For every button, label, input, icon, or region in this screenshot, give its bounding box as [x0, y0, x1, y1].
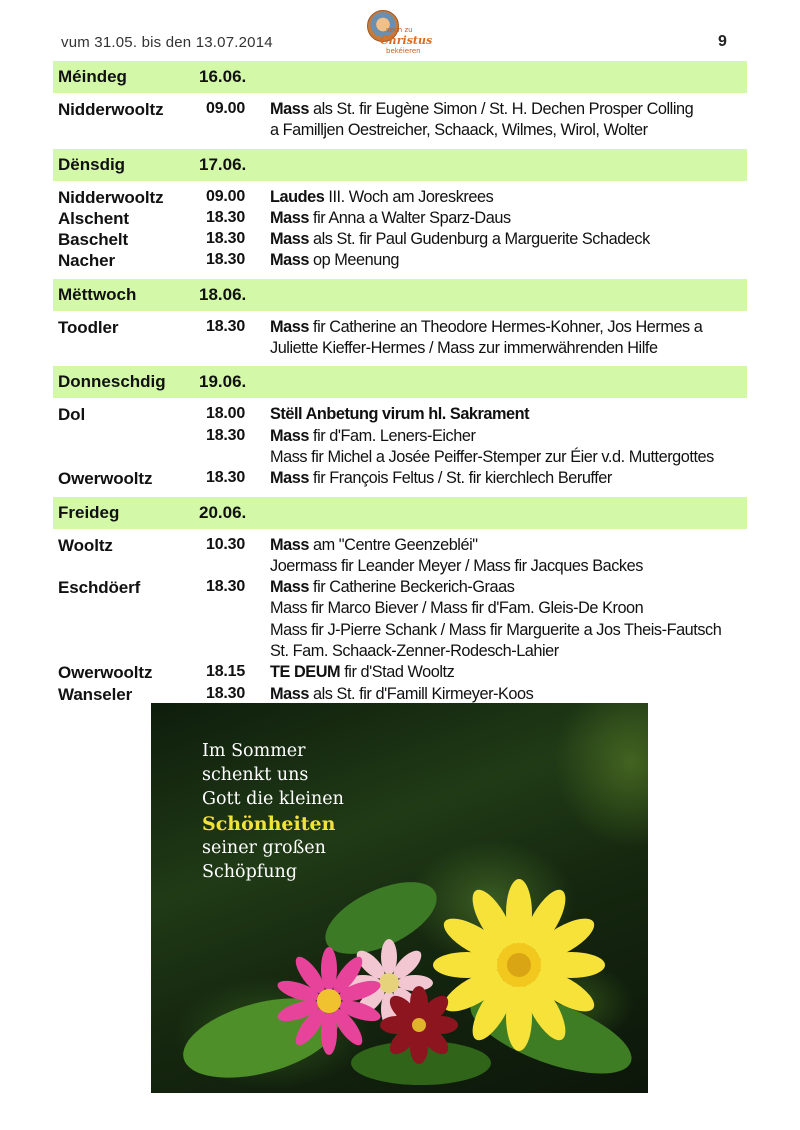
entry-time: 18.30: [206, 230, 246, 248]
entry-description: [270, 557, 643, 576]
entry-place: Wooltz: [58, 535, 113, 555]
schedule-entry: [53, 536, 747, 557]
entry-intention: fir d'Fam. Leners-Eicher: [308, 426, 476, 445]
schedule-entry: [53, 557, 747, 578]
entry-intention: Joermass fir Leander Meyer / Mass fir Jacques Backes: [270, 556, 643, 575]
schedule-entry: [53, 339, 747, 360]
entry-description: [270, 209, 511, 228]
schedule-entry: [53, 448, 747, 469]
poster-line: Schöpfung: [202, 862, 298, 883]
entry-time: 18.30: [206, 578, 246, 596]
entry-time: 18.30: [206, 426, 246, 444]
schedule-entry: [53, 621, 747, 642]
entry-place: Owerwooltz: [58, 663, 153, 683]
mass-schedule: [53, 61, 747, 712]
day-entries: [53, 96, 747, 149]
entry-time: 18.30: [206, 208, 246, 226]
entry-intention: St. Fam. Schaack-Zenner-Rodesch-Lahier: [270, 642, 559, 661]
entry-time: 18.30: [206, 469, 246, 487]
day-date: 17.06.: [199, 154, 247, 174]
schedule-entry: [53, 318, 747, 339]
poster-highlight-word: Schönheiten: [202, 812, 336, 835]
day-header: [53, 279, 747, 311]
entry-service-type: Laudes: [270, 187, 325, 206]
schedule-entry: [53, 100, 747, 121]
entry-intention: op Meenung: [308, 251, 400, 270]
entry-place: Nidderwooltz: [58, 100, 164, 119]
header-date-range: vum 31.05. bis den 13.07.2014: [61, 34, 273, 51]
schedule-entry: [53, 642, 747, 663]
entry-intention: fir d'Stad Wooltz: [340, 663, 455, 682]
day-name: Dënsdig: [58, 154, 126, 174]
entry-place: Nacher: [58, 251, 116, 271]
entry-place: Dol: [58, 405, 86, 425]
entry-description: [270, 100, 693, 119]
entry-description: [270, 318, 702, 337]
entry-description: [270, 578, 514, 597]
entry-service-type: Mass: [270, 230, 309, 249]
schedule-entry: [53, 209, 747, 230]
red-flower-icon: [380, 986, 458, 1064]
logo-text-line2: Christus: [380, 34, 433, 47]
entry-description: [270, 339, 658, 358]
entry-place: Eschdöerf: [58, 578, 141, 598]
entry-description: [270, 427, 475, 446]
day-date: 19.06.: [199, 372, 247, 392]
entry-intention: fir Catherine an Theodore Hermes-Kohner, Jos Hermes a: [308, 317, 703, 336]
schedule-entry: [53, 578, 747, 599]
day-header: [53, 497, 747, 529]
schedule-entry: [53, 469, 747, 490]
day-entries: [53, 314, 747, 367]
entry-intention: Juliette Kieffer-Hermes / Mass zur immerwährenden Hilfe: [270, 339, 658, 358]
schedule-entry: [53, 405, 747, 426]
schedule-entry: [53, 230, 747, 251]
logo-text-line1: sech zu: [386, 26, 413, 34]
entry-place: Wanseler: [58, 684, 133, 704]
day-header: [53, 61, 747, 93]
day-name: Freideg: [58, 502, 120, 522]
entry-intention: als St. fir d'Famill Kirmeyer-Koos: [308, 684, 534, 703]
entry-time: 18.15: [206, 663, 246, 681]
entry-description: [270, 230, 650, 249]
entry-description: [270, 642, 559, 661]
entry-intention: a Familljen Oestreicher, Schaack, Wilmes, Wirol, Wolter: [270, 121, 648, 140]
entry-place: Alschent: [58, 208, 129, 228]
entry-intention: fir François Feltus / St. fir kierchlech Beruffer: [308, 469, 612, 488]
entry-description: [270, 121, 648, 140]
entry-intention: Mass fir Marco Biever / Mass fir d'Fam. Gleis-De Kroon: [270, 599, 644, 618]
entry-time: 18.00: [206, 405, 246, 423]
entry-service-type: Mass: [270, 100, 309, 118]
day-name: Méindeg: [58, 67, 127, 86]
entry-description: [270, 448, 714, 467]
entry-time: 18.30: [206, 684, 246, 702]
day-header: [53, 149, 747, 181]
entry-intention: am "Centre Geenzebléi": [308, 535, 478, 554]
entry-description: [270, 621, 721, 640]
schedule-entry: [53, 599, 747, 620]
entry-service-type: TE DEUM: [270, 663, 341, 682]
entry-description: [270, 663, 454, 682]
poster-line: seiner großen: [202, 837, 326, 858]
day-name: Mëttwoch: [58, 284, 137, 304]
schedule-entry: [53, 121, 747, 142]
entry-intention: Mass fir Michel a Josée Peiffer-Stemper zur Éier v.d. Muttergottes: [270, 447, 714, 466]
entry-intention: fir Anna a Walter Sparz-Daus: [308, 208, 511, 227]
entry-service-type: Stëll Anbetung virum hl. Sakrament: [270, 405, 530, 424]
summer-flower-poster: [151, 703, 648, 1093]
poster-quote: [202, 739, 344, 884]
entry-description: [270, 536, 478, 555]
entry-service-type: Mass: [270, 684, 309, 703]
entry-description: [270, 469, 612, 488]
entry-service-type: Mass: [270, 426, 309, 445]
entry-time: 09.00: [206, 187, 246, 205]
entry-intention: III. Woch am Joreskrees: [324, 187, 494, 206]
parish-logo: [364, 8, 433, 64]
day-entries: [53, 184, 747, 279]
entry-time: 18.30: [206, 317, 246, 335]
entry-place: Baschelt: [58, 230, 129, 250]
entry-description: [270, 685, 533, 704]
entry-time: 09.00: [206, 100, 246, 117]
entry-intention: als St. fir Paul Gudenburg a Marguerite Schadeck: [308, 230, 650, 249]
entry-description: [270, 405, 529, 424]
entry-description: [270, 599, 643, 618]
schedule-entry: [53, 251, 747, 272]
entry-place: Nidderwooltz: [58, 187, 164, 207]
entry-place: Toodler: [58, 317, 119, 337]
schedule-entry: [53, 188, 747, 209]
day-entries: [53, 532, 747, 712]
entry-intention: fir Catherine Beckerich-Graas: [308, 578, 515, 597]
entry-description: [270, 188, 493, 207]
entry-place: Owerwooltz: [58, 469, 153, 489]
entry-intention: Mass fir J-Pierre Schank / Mass fir Marguerite a Jos Theis-Fautsch: [270, 620, 722, 639]
entry-service-type: Mass: [270, 208, 309, 227]
entry-service-type: Mass: [270, 535, 309, 554]
entry-description: [270, 251, 399, 270]
day-name: Donneschdig: [58, 372, 166, 392]
day-date: 16.06.: [199, 67, 247, 86]
logo-text-line3: bekéieren: [386, 47, 421, 55]
entry-service-type: Mass: [270, 469, 309, 488]
poster-line: Im Sommer: [202, 741, 306, 761]
entry-service-type: Mass: [270, 251, 309, 270]
page-number: 9: [718, 33, 727, 50]
day-date: 18.06.: [199, 284, 247, 304]
day-header: [53, 366, 747, 398]
poster-line: schenkt uns: [202, 765, 309, 786]
entry-intention: als St. fir Eugène Simon / St. H. Dechen Prosper Colling: [308, 100, 694, 118]
entry-time: 10.30: [206, 535, 246, 553]
day-date: 20.06.: [199, 502, 247, 522]
schedule-entry: [53, 427, 747, 448]
entry-service-type: Mass: [270, 578, 309, 597]
entry-service-type: Mass: [270, 317, 309, 336]
day-entries: [53, 401, 747, 496]
entry-time: 18.30: [206, 251, 246, 269]
schedule-entry: [53, 663, 747, 684]
poster-line: Gott die kleinen: [202, 789, 344, 810]
